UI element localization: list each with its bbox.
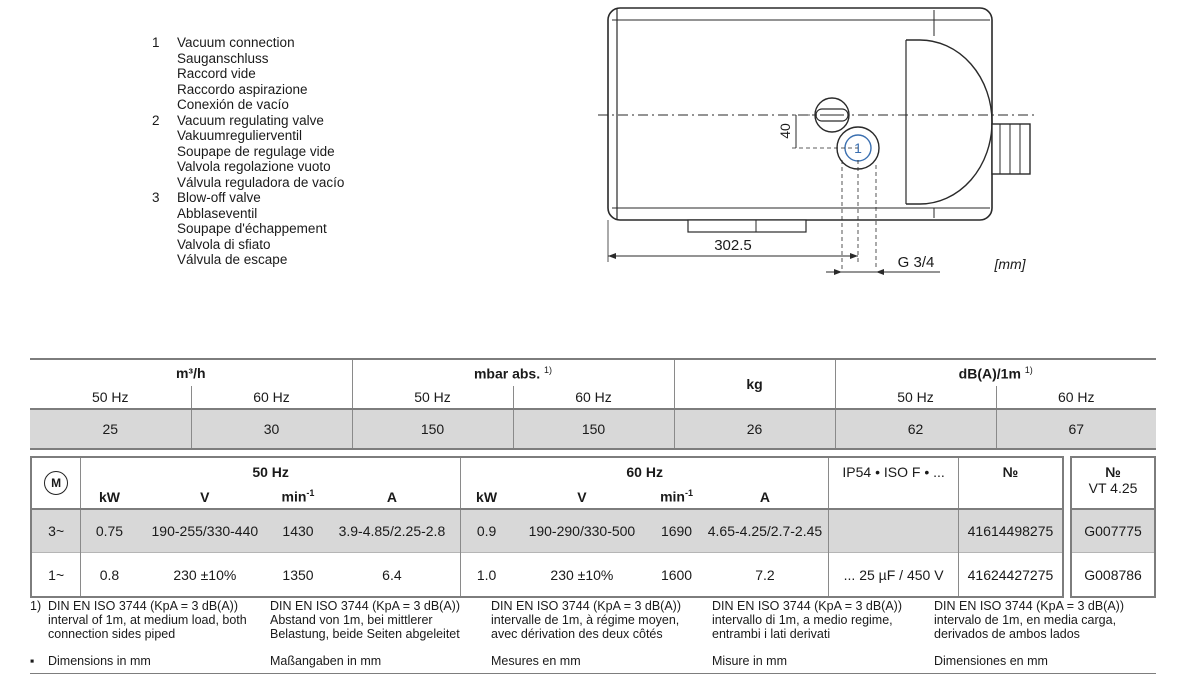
col-kw: kW <box>460 485 512 509</box>
flow-header: m³/h <box>30 359 352 386</box>
footnote-line: Abstand von 1m, bei mittlerer <box>270 613 433 627</box>
kw60-cell: 0.9 <box>460 509 512 553</box>
order-no-cell: 41624427275 <box>958 553 1063 598</box>
a50-cell: 3.9-4.85/2.25-2.8 <box>324 509 460 553</box>
dim-arrow <box>608 253 616 259</box>
dim-arrow <box>850 253 858 259</box>
kw50-cell: 0.75 <box>81 509 138 553</box>
col-a: A <box>701 485 829 509</box>
protection-header: IP54 • ISO F • ... <box>829 457 958 509</box>
hz-label: 50 Hz <box>352 386 513 409</box>
legend-number: 2 <box>152 112 160 128</box>
dimensions-note-de: Maßangaben in mm <box>270 654 382 668</box>
kw60-cell: 1.0 <box>460 553 512 598</box>
table-row <box>31 509 1155 553</box>
callout-number: 1 <box>854 140 862 156</box>
footnote-it <box>712 599 902 641</box>
footnote-line: connection sides piped <box>48 627 176 641</box>
min60-cell: 1600 <box>652 553 702 598</box>
noise-header: dB(A)/1m $^{1)}$ <box>835 359 1156 386</box>
unit-label: [mm] <box>994 256 1026 272</box>
footnote-line: DIN EN ISO 3744 (KpA = 3 dB(A)) <box>270 599 461 613</box>
v60-cell: 230 ±10% <box>512 553 651 598</box>
extra-cell <box>829 509 958 553</box>
legend <box>152 35 344 268</box>
hz-label: 60 Hz <box>996 386 1156 409</box>
flow-60-value: 30 <box>191 409 352 449</box>
footnote-ref: 1) <box>1024 364 1033 375</box>
footnote-line: DIN EN ISO 3744 (KpA = 3 dB(A)) <box>712 599 903 613</box>
column-gap <box>1063 457 1071 597</box>
motor-50hz-header: 50 Hz <box>81 457 461 485</box>
dimensions-note-it: Misure in mm <box>712 654 788 668</box>
dim-length-label: 302.5 <box>714 237 752 254</box>
footnote-line: DIN EN ISO 3744 (KpA = 3 dB(A)) <box>48 599 239 613</box>
col-v: V <box>138 485 272 509</box>
pressure-header: mbar abs. $^{1)}$ <box>352 359 674 386</box>
motor-table <box>30 456 1156 598</box>
vt-cell: G007775 <box>1071 509 1155 553</box>
legend-item-1 <box>152 35 344 113</box>
pressure-50-value: 150 <box>352 409 513 449</box>
a60-cell: 7.2 <box>701 553 829 598</box>
legend-line: Valvola regolazione vuoto <box>177 159 331 174</box>
bullet-icon: ▪ <box>30 654 35 668</box>
dim-thread-label: G 3/4 <box>897 254 935 271</box>
phase-cell: 1~ <box>31 553 81 598</box>
footnote-line: DIN EN ISO 3744 (KpA = 3 dB(A)) <box>491 599 682 613</box>
weight-value: 26 <box>674 409 835 449</box>
footnote-de <box>270 599 460 641</box>
noise-50-value: 62 <box>835 409 996 449</box>
col-min: $\min^{-1}$ <box>272 485 324 509</box>
performance-table <box>30 358 1156 450</box>
legend-line: Soupape d'échappement <box>177 221 327 236</box>
legend-line: Conexión de vacío <box>177 97 289 112</box>
pump-drawing-svg <box>560 0 1060 290</box>
legend-item-2 <box>152 113 344 191</box>
outlet-nozzle <box>992 124 1030 174</box>
legend-line: Vakuumregulierventil <box>177 128 303 143</box>
weight-header: kg <box>674 359 835 409</box>
legend-line: Válvula reguladora de vacío <box>177 174 345 190</box>
vt-no-label: № <box>1105 464 1121 480</box>
extra-cell: ... 25 µF / 450 V <box>829 553 958 598</box>
footnote-fr <box>491 599 681 641</box>
phase-cell: 3~ <box>31 509 81 553</box>
footnote-line: interval of 1m, at medium load, both <box>48 613 247 627</box>
hz-label: 60 Hz <box>191 386 352 409</box>
legend-line: Blow-off valve <box>177 190 261 205</box>
legend-line: Raccord vide <box>177 66 256 81</box>
motor-symbol-cell <box>31 457 81 509</box>
v60-cell: 190-290/330-500 <box>512 509 651 553</box>
order-no-header: № <box>958 457 1063 509</box>
dimensions-note-fr: Mesures en mm <box>491 654 581 668</box>
footnote-line: derivados de ambos lados <box>934 627 1080 641</box>
vt-cell: G008786 <box>1071 553 1155 598</box>
col-kw: kW <box>81 485 138 509</box>
legend-line: Soupape de regulage vide <box>177 143 335 159</box>
legend-line: Válvula de escape <box>177 252 288 267</box>
mounting-foot <box>688 220 806 232</box>
pump-housing <box>608 8 992 220</box>
legend-line: Vacuum connection <box>177 35 295 50</box>
col-v: V <box>512 485 651 509</box>
dimensions-note-es: Dimensiones en mm <box>934 654 1048 668</box>
v50-cell: 230 ±10% <box>138 553 272 598</box>
order-no-cell: 41614498275 <box>958 509 1063 553</box>
motor-60hz-header: 60 Hz <box>460 457 829 485</box>
footnote-line: avec dérivation des deux côtés <box>491 627 663 641</box>
footnote-line: DIN EN ISO 3744 (KpA = 3 dB(A)) <box>934 599 1125 613</box>
a50-cell: 6.4 <box>324 553 460 598</box>
legend-line: Valvola di sfiato <box>177 236 271 252</box>
pump-drawing <box>560 0 1060 290</box>
legend-item-3 <box>152 190 344 268</box>
footnote-line: intervallo di 1m, a medio regime, <box>712 613 893 627</box>
pressure-60-value: 150 <box>513 409 674 449</box>
footnote-line: Belastung, beide Seiten abgeleitet <box>270 627 460 641</box>
footnote-line: intervalo de 1m, en media carga, <box>934 613 1117 627</box>
min60-cell: 1690 <box>652 509 702 553</box>
hz-label: 50 Hz <box>835 386 996 409</box>
dimensions-note-en: Dimensions in mm <box>48 654 151 668</box>
min50-cell: 1350 <box>272 553 324 598</box>
footnote-en <box>48 599 247 641</box>
legend-line: Raccordo aspirazione <box>177 81 308 97</box>
bottom-rule <box>30 673 1156 674</box>
col-min: $\min^{-1}$ <box>652 485 702 509</box>
footnote-ref: 1) <box>544 364 553 375</box>
footnote-line: entrambi i lati derivati <box>712 627 831 641</box>
legend-line: Vacuum regulating valve <box>177 112 324 128</box>
dim-40-label: 40 <box>777 123 793 139</box>
table-row <box>31 553 1155 598</box>
col-a: A <box>324 485 460 509</box>
footnote-es <box>934 599 1124 641</box>
noise-60-value: 67 <box>996 409 1156 449</box>
hz-label: 50 Hz <box>91 389 129 405</box>
footnote-line: intervalle de 1m, à régime moyen, <box>491 613 680 627</box>
motor-icon: M <box>44 471 68 495</box>
legend-line: Abblaseventil <box>177 205 258 221</box>
vt-ref-label: VT 4.25 <box>1088 480 1138 496</box>
legend-number: 3 <box>152 190 160 205</box>
v50-cell: 190-255/330-440 <box>138 509 272 553</box>
legend-number: 1 <box>152 35 160 50</box>
vt-header <box>1071 457 1155 509</box>
flow-50-value: 25 <box>30 409 191 449</box>
dim-arrow <box>876 269 884 275</box>
a60-cell: 4.65-4.25/2.7-2.45 <box>701 509 829 553</box>
min50-cell: 1430 <box>272 509 324 553</box>
dim-arrow <box>834 269 842 275</box>
legend-line: Sauganschluss <box>177 50 269 66</box>
kw50-cell: 0.8 <box>81 553 138 598</box>
hz-label: 60 Hz <box>513 386 674 409</box>
footnote-mark: 1) <box>30 599 42 613</box>
